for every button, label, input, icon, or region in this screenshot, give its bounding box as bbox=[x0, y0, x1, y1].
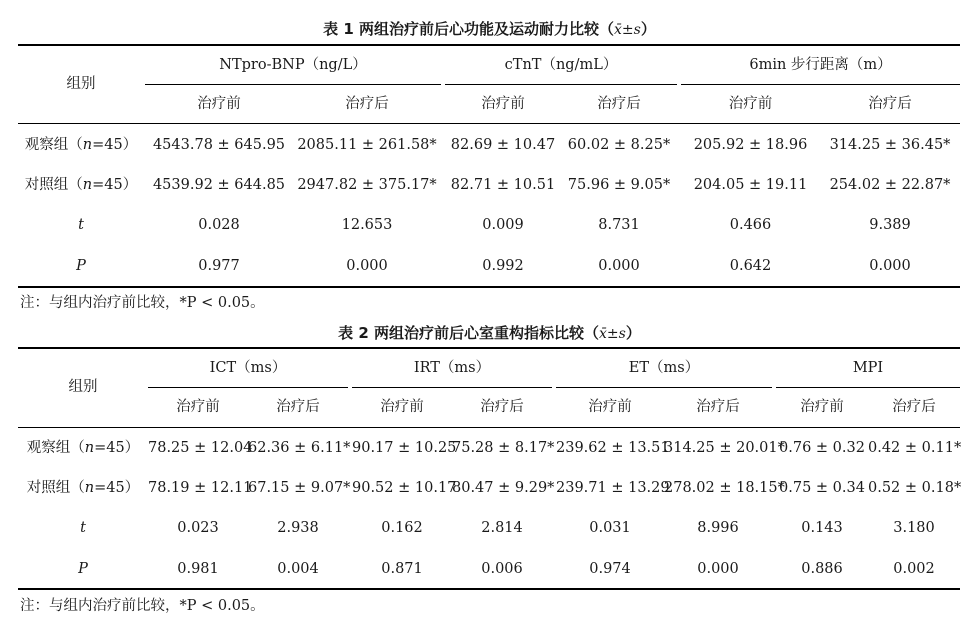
row-label: 对照组（n=45） bbox=[26, 480, 140, 496]
table1-span-rule-2 bbox=[445, 84, 677, 85]
table1-subheader: 治疗后 bbox=[597, 96, 641, 112]
table-cell: 82.71 ± 10.51 bbox=[450, 177, 556, 193]
table-cell: 0.974 bbox=[589, 561, 631, 577]
table-cell: 0.000 bbox=[598, 258, 640, 274]
table2-span-rule-1 bbox=[148, 387, 348, 388]
table2-caption: 表 2 两组治疗前后心室重构指标比较（x̄±s） bbox=[338, 324, 641, 342]
table2-subheader: 治疗前 bbox=[176, 399, 220, 415]
table-cell: 2085.11 ± 261.58* bbox=[297, 137, 437, 153]
table2-subheader: 治疗后 bbox=[480, 399, 524, 415]
table2-subheader: 治疗后 bbox=[276, 399, 320, 415]
table-cell: 0.42 ± 0.11* bbox=[868, 440, 962, 456]
table2-group-header: 组别 bbox=[68, 379, 98, 395]
table-cell: 0.981 bbox=[177, 561, 219, 577]
table-cell: 0.886 bbox=[801, 561, 843, 577]
row-label: 对照组（n=45） bbox=[24, 177, 138, 193]
table-cell: 2.938 bbox=[277, 520, 319, 536]
table2-top-rule bbox=[18, 347, 960, 349]
row-label: t bbox=[80, 520, 86, 536]
table-cell: 0.000 bbox=[697, 561, 739, 577]
table-cell: 0.162 bbox=[381, 520, 423, 536]
table2-subheader: 治疗后 bbox=[696, 399, 740, 415]
row-label: 观察组（n=45） bbox=[24, 137, 138, 153]
table-cell: 78.19 ± 12.11 bbox=[148, 480, 253, 496]
table-cell: 278.02 ± 18.15* bbox=[664, 480, 785, 496]
table2-metric-header: ICT（ms） bbox=[209, 360, 287, 376]
table1-span-rule-1 bbox=[145, 84, 441, 85]
table1-header-rule bbox=[18, 123, 960, 124]
table-cell: 204.05 ± 19.11 bbox=[693, 177, 808, 193]
table-cell: 0.023 bbox=[177, 520, 219, 536]
table2-header-rule bbox=[18, 427, 960, 428]
table-cell: 90.52 ± 10.17 bbox=[352, 480, 457, 496]
table-cell: 0.000 bbox=[346, 258, 388, 274]
table-cell: 0.871 bbox=[381, 561, 423, 577]
row-label: P bbox=[78, 561, 88, 577]
table-cell: 4543.78 ± 645.95 bbox=[152, 137, 286, 153]
table1-top-rule bbox=[18, 44, 960, 46]
table2-metric-header: IRT（ms） bbox=[413, 360, 491, 376]
table1-group-header: 组别 bbox=[66, 76, 96, 92]
row-label: t bbox=[78, 217, 84, 233]
table-cell: 12.653 bbox=[341, 217, 393, 233]
table1-subheader: 治疗后 bbox=[868, 96, 912, 112]
row-label: P bbox=[76, 258, 86, 274]
table-cell: 0.992 bbox=[482, 258, 524, 274]
table-cell: 239.62 ± 13.51 bbox=[556, 440, 670, 456]
table2-bottom-rule bbox=[18, 588, 960, 590]
table-cell: 9.389 bbox=[869, 217, 911, 233]
table-cell: 4539.92 ± 644.85 bbox=[152, 177, 286, 193]
table-cell: 82.69 ± 10.47 bbox=[450, 137, 556, 153]
table-cell: 254.02 ± 22.87* bbox=[829, 177, 951, 193]
table1-footnote: 注：与组内治疗前比较，*P < 0.05。 bbox=[20, 295, 265, 311]
table2-span-rule-4 bbox=[776, 387, 960, 388]
table1-subheader: 治疗前 bbox=[728, 96, 773, 112]
table-cell: 3.180 bbox=[893, 520, 935, 536]
table-cell: 0.52 ± 0.18* bbox=[868, 480, 962, 496]
table-cell: 2947.82 ± 375.17* bbox=[297, 177, 437, 193]
table1-metric-header: 6min 步行距离（m） bbox=[749, 57, 892, 73]
table1-subheader: 治疗前 bbox=[481, 96, 525, 112]
table-cell: 205.92 ± 18.96 bbox=[693, 137, 808, 153]
table1-subheader: 治疗前 bbox=[197, 96, 241, 112]
table2-subheader: 治疗前 bbox=[800, 399, 844, 415]
table-cell: 62.36 ± 6.11* bbox=[248, 440, 351, 456]
table-cell: 0.028 bbox=[198, 217, 240, 233]
table2-metric-header: ET（ms） bbox=[628, 360, 700, 376]
table-cell: 0.642 bbox=[729, 258, 772, 274]
table1-caption: 表 1 两组治疗前后心功能及运动耐力比较（x̄±s） bbox=[323, 20, 656, 38]
table-cell: 90.17 ± 10.25 bbox=[352, 440, 457, 456]
table-cell: 0.143 bbox=[801, 520, 843, 536]
table2-span-rule-2 bbox=[352, 387, 552, 388]
table-cell: 60.02 ± 8.25* bbox=[567, 137, 671, 153]
table-cell: 0.977 bbox=[198, 258, 240, 274]
row-label: 观察组（n=45） bbox=[26, 440, 140, 456]
table-cell: 67.15 ± 9.07* bbox=[248, 480, 351, 496]
table-cell: 0.004 bbox=[277, 561, 319, 577]
table1-metric-header: cTnT（ng/mL） bbox=[504, 57, 618, 73]
table-cell: 0.000 bbox=[869, 258, 911, 274]
table-cell: 314.25 ± 20.01* bbox=[664, 440, 785, 456]
table-cell: 0.76 ± 0.32 bbox=[779, 440, 865, 456]
table-cell: 0.002 bbox=[893, 561, 935, 577]
table-cell: 80.47 ± 9.29* bbox=[452, 480, 555, 496]
table-cell: 75.28 ± 8.17* bbox=[452, 440, 555, 456]
table1-subheader: 治疗后 bbox=[345, 96, 389, 112]
table2-footnote: 注：与组内治疗前比较，*P < 0.05。 bbox=[20, 598, 265, 614]
table1-span-rule-3 bbox=[681, 84, 960, 85]
table-cell: 75.96 ± 9.05* bbox=[567, 177, 671, 193]
table2-subheader: 治疗前 bbox=[380, 399, 424, 415]
table-cell: 78.25 ± 12.04 bbox=[148, 440, 253, 456]
table2-subheader: 治疗前 bbox=[588, 399, 632, 415]
table-cell: 8.996 bbox=[697, 520, 739, 536]
table2-metric-header: MPI bbox=[852, 360, 884, 376]
table1-caption-mean-sd: x̄±s bbox=[614, 22, 641, 38]
table-cell: 2.814 bbox=[481, 520, 523, 536]
table1-bottom-rule bbox=[18, 286, 960, 288]
table-cell: 8.731 bbox=[598, 217, 640, 233]
table-cell: 0.006 bbox=[481, 561, 523, 577]
table-cell: 0.466 bbox=[729, 217, 772, 233]
table-cell: 0.009 bbox=[482, 217, 524, 233]
table-cell: 314.25 ± 36.45* bbox=[829, 137, 951, 153]
table-cell: 0.75 ± 0.34 bbox=[779, 480, 865, 496]
table-cell: 239.71 ± 13.29 bbox=[556, 480, 670, 496]
table-cell: 0.031 bbox=[589, 520, 631, 536]
table2-caption-mean-sd: x̄±s bbox=[599, 326, 626, 342]
table2-subheader: 治疗后 bbox=[892, 399, 936, 415]
table2-span-rule-3 bbox=[556, 387, 772, 388]
table1-metric-header: NTpro-BNP（ng/L） bbox=[219, 57, 367, 73]
